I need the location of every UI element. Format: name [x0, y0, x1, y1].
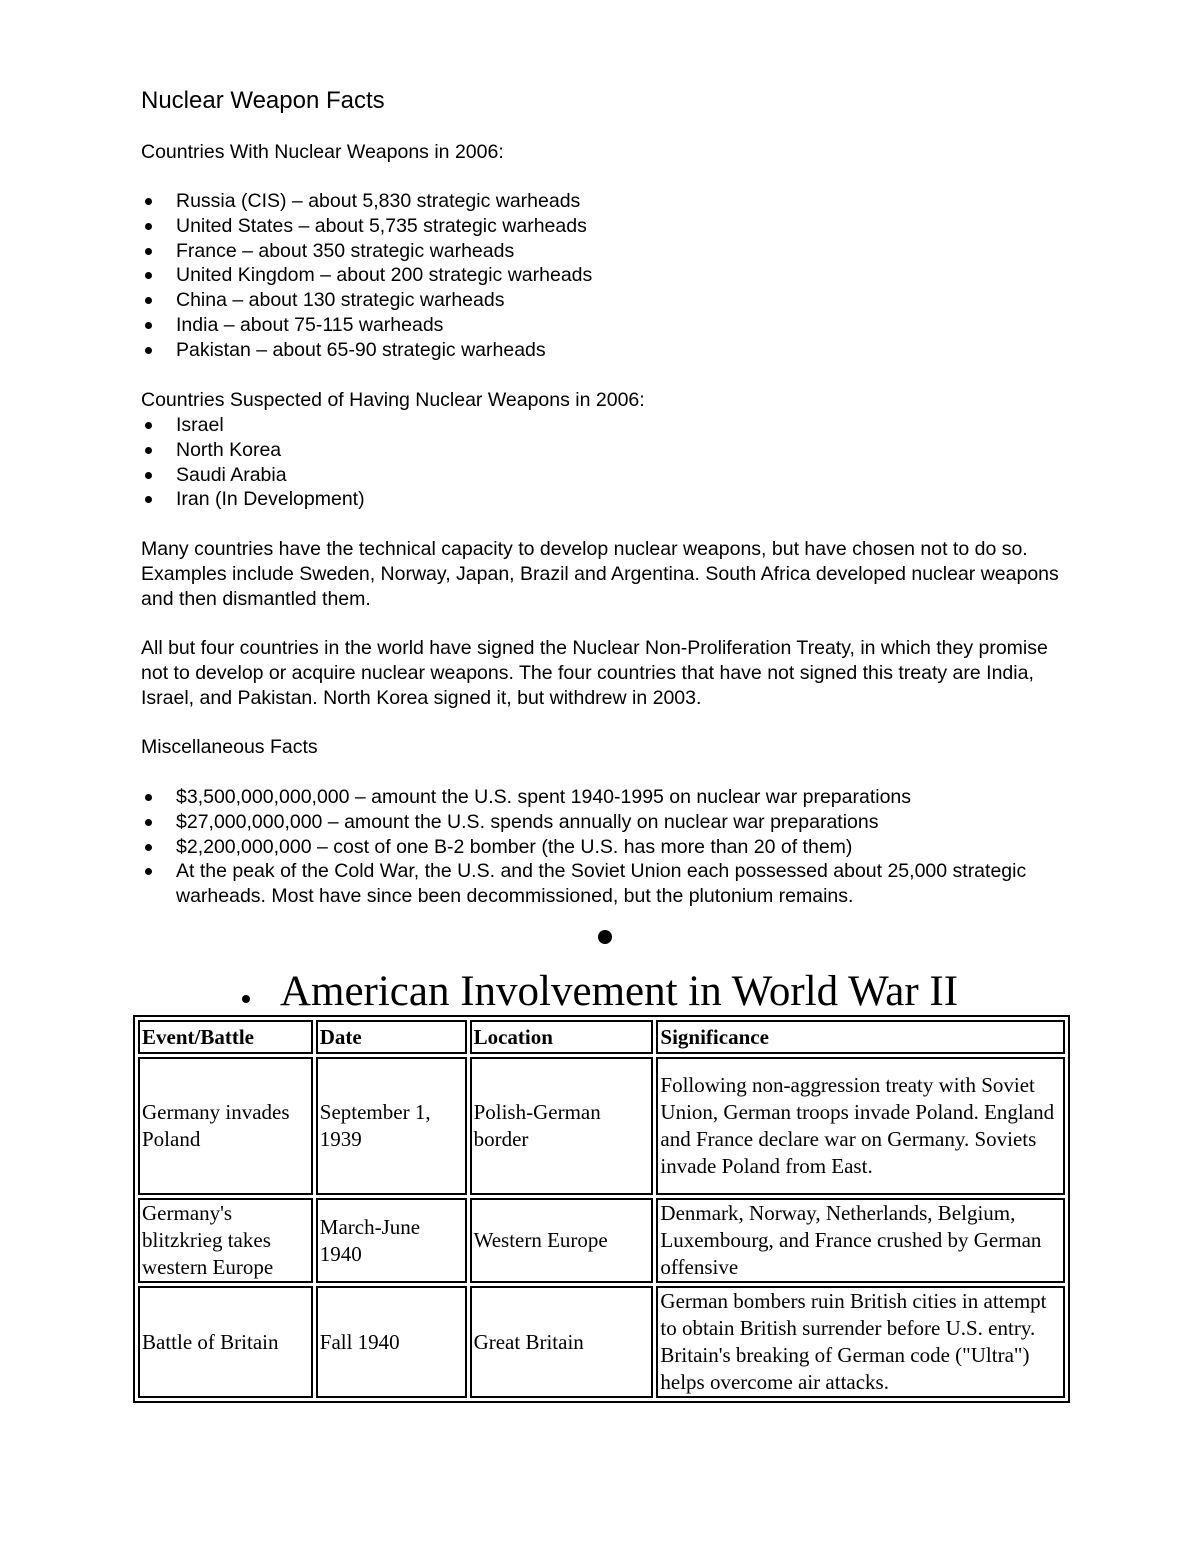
paragraph-capacity: Many countries have the technical capacity to develop nuclear weapons, but have chosen not to do so. Examples include Sweden, Norway, Japan, Brazil and Argentina. South Africa developed nuclear weapons and then dismantled them. [141, 538, 1059, 610]
column-header: Date [316, 1020, 467, 1054]
bullet-icon [598, 930, 612, 944]
table-cell: Germany's blitzkrieg takes western Europe [138, 1198, 313, 1283]
column-header: Location [470, 1020, 654, 1054]
paragraph-treaty: All but four countries in the world have signed the Nuclear Non-Proliferation Treaty, in which they promise not to develop or acquire nuclear weapons. The four countries that have not signed this treaty are India, Israel, and Pakistan. North Korea signed it, but withdrew in 2003. [141, 637, 1048, 709]
section-heading-wrap [0, 966, 1200, 1018]
column-header: Event/Battle [138, 1020, 313, 1054]
list-item: Saudi Arabia [141, 463, 1061, 488]
misc-facts-list [141, 785, 1061, 909]
nuclear-countries-list [141, 189, 1061, 363]
list-item: India – about 75-115 warheads [141, 313, 1061, 338]
table-row [138, 1198, 1065, 1283]
table-cell: Great Britain [470, 1286, 654, 1398]
section-heading-text: American Involvement in World War II [279, 968, 959, 1015]
bullet-icon [242, 995, 250, 1003]
list-item: United Kingdom – about 200 strategic warheads [141, 263, 1061, 288]
table-cell: Following non-aggression treaty with Soviet Union, German troops invade Poland. England and France declare war on Germany. Soviets invade Poland from East. [656, 1057, 1065, 1195]
table-cell: Battle of Britain [138, 1286, 313, 1398]
column-header: Significance [656, 1020, 1065, 1054]
table-cell: German bombers ruin British cities in attempt to obtain British surrender before U.S. entry. Britain's breaking of German code ("Ultra") helps overcome air attacks. [656, 1286, 1065, 1398]
misc-heading: Miscellaneous Facts [141, 736, 318, 758]
list-item: $2,200,000,000 – cost of one B-2 bomber (the U.S. has more than 20 of them) [141, 835, 1061, 860]
list-item: $27,000,000,000 – amount the U.S. spends annually on nuclear war preparations [141, 810, 1061, 835]
section-heading [242, 966, 958, 1018]
nuclear-heading: Countries With Nuclear Weapons in 2006: [141, 141, 504, 163]
table-cell: Polish-German border [470, 1057, 654, 1195]
suspected-heading: Countries Suspected of Having Nuclear Weapons in 2006: [141, 389, 645, 411]
table-cell: Fall 1940 [316, 1286, 467, 1398]
suspected-countries-list [141, 413, 1061, 512]
list-item: China – about 130 strategic warheads [141, 288, 1061, 313]
list-item: United States – about 5,735 strategic warheads [141, 214, 1061, 239]
table-header-row [138, 1020, 1065, 1054]
table-row [138, 1057, 1065, 1195]
list-item: Pakistan – about 65-90 strategic warheads [141, 338, 1061, 363]
list-item: $3,500,000,000,000 – amount the U.S. spent 1940-1995 on nuclear war preparations [141, 785, 1061, 810]
table-cell: March-June 1940 [316, 1198, 467, 1283]
page-title: Nuclear Weapon Facts [141, 87, 385, 114]
list-item: France – about 350 strategic warheads [141, 239, 1061, 264]
table-cell: Germany invades Poland [138, 1057, 313, 1195]
list-item: At the peak of the Cold War, the U.S. and the Soviet Union each possessed about 25,000 strategic warheads. Most have since been decommissioned, but the plutonium remains. [141, 859, 1061, 909]
table-cell: September 1, 1939 [316, 1057, 467, 1195]
list-item: Israel [141, 413, 1061, 438]
table-cell: Western Europe [470, 1198, 654, 1283]
list-item: North Korea [141, 438, 1061, 463]
ww2-table [133, 1015, 1070, 1403]
table-cell: Denmark, Norway, Netherlands, Belgium, Luxembourg, and France crushed by German offensive [656, 1198, 1065, 1283]
table-row [138, 1286, 1065, 1398]
list-item: Iran (In Development) [141, 487, 1061, 512]
list-item: Russia (CIS) – about 5,830 strategic warheads [141, 189, 1061, 214]
